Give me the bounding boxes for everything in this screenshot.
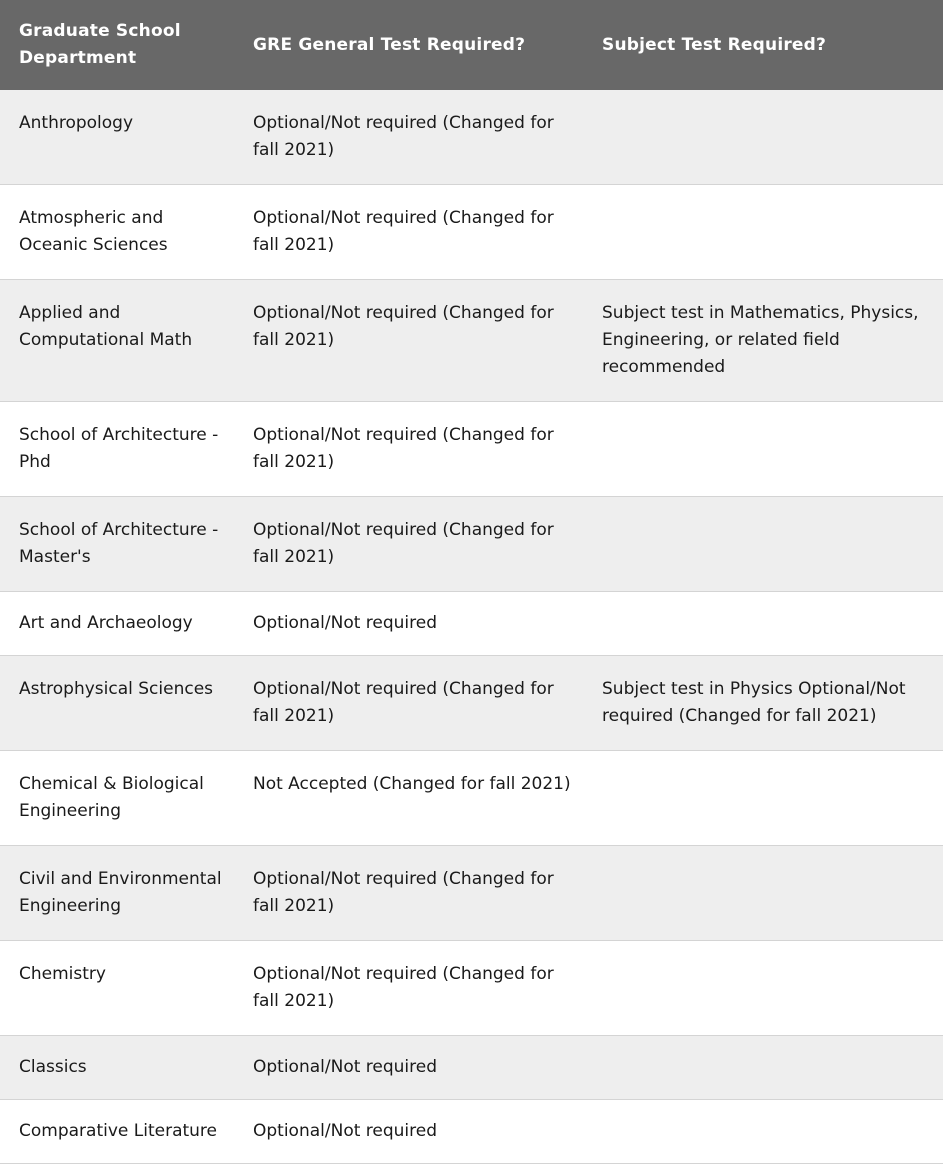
cell-gre: Optional/Not required (Changed for fall 2021) [234,185,583,280]
cell-subject [583,497,943,592]
cell-department: School of Architecture - Master's [0,497,234,592]
cell-department: Chemical & Biological Engineering [0,751,234,846]
table-row [0,1036,943,1100]
cell-subject [583,185,943,280]
cell-subject [583,90,943,185]
cell-gre: Not Accepted (Changed for fall 2021) [234,751,583,846]
table-row [0,1100,943,1164]
table-row [0,656,943,751]
header-gre-general: GRE General Test Required? [234,0,583,90]
header-department: Graduate School Department [0,0,234,90]
cell-department: School of Architecture - Phd [0,402,234,497]
cell-gre: Optional/Not required [234,1036,583,1100]
cell-department: Astrophysical Sciences [0,656,234,751]
cell-gre: Optional/Not required [234,592,583,656]
table-row [0,402,943,497]
table-row [0,592,943,656]
table-row [0,185,943,280]
header-subject-test: Subject Test Required? [583,0,943,90]
cell-subject [583,1100,943,1164]
cell-gre: Optional/Not required [234,1100,583,1164]
cell-department: Art and Archaeology [0,592,234,656]
cell-subject: Subject test in Mathematics, Physics, Engineering, or related field recommended [583,280,943,402]
cell-subject [583,846,943,941]
table-row [0,941,943,1036]
cell-subject [583,941,943,1036]
cell-gre: Optional/Not required (Changed for fall 2021) [234,280,583,402]
cell-gre: Optional/Not required (Changed for fall 2021) [234,846,583,941]
cell-department: Applied and Computational Math [0,280,234,402]
cell-gre: Optional/Not required (Changed for fall 2021) [234,941,583,1036]
table-header [0,0,943,90]
cell-department: Chemistry [0,941,234,1036]
cell-department: Civil and Environmental Engineering [0,846,234,941]
cell-department: Anthropology [0,90,234,185]
header-row [0,0,943,90]
cell-gre: Optional/Not required (Changed for fall 2021) [234,656,583,751]
cell-subject [583,751,943,846]
cell-department: Comparative Literature [0,1100,234,1164]
cell-subject: Subject test in Physics Optional/Not required (Changed for fall 2021) [583,656,943,751]
cell-subject [583,592,943,656]
table-row [0,90,943,185]
cell-subject [583,1036,943,1100]
cell-department: Classics [0,1036,234,1100]
cell-subject [583,402,943,497]
cell-gre: Optional/Not required (Changed for fall 2021) [234,90,583,185]
cell-gre: Optional/Not required (Changed for fall 2021) [234,497,583,592]
table-row [0,846,943,941]
table-row [0,280,943,402]
cell-gre: Optional/Not required (Changed for fall 2021) [234,402,583,497]
table-body [0,90,943,1164]
table-row [0,751,943,846]
table-row [0,497,943,592]
cell-department: Atmospheric and Oceanic Sciences [0,185,234,280]
